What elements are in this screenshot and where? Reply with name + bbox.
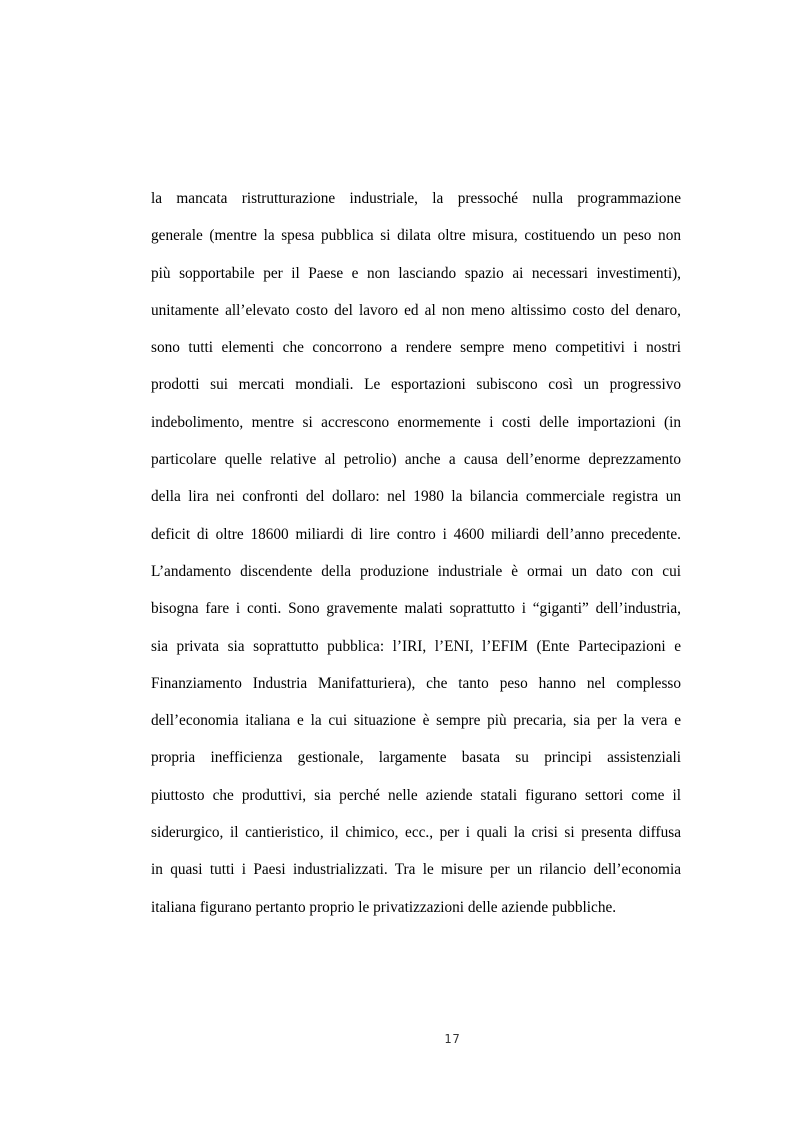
text-line: deficit di oltre 18600 miliardi di lire contro i 4600 miliardi dell’anno precedente. [151, 525, 681, 543]
text-line: generale (mentre la spesa pubblica si dilata oltre misura, costituendo un peso non [151, 227, 681, 245]
text-line: bisogna fare i conti. Sono gravemente malati soprattutto i “giganti” dell’industria, [151, 600, 681, 618]
text-line: piuttosto che produttivi, sia perché nelle aziende statali figurano settori come il [151, 786, 681, 804]
text-line: siderurgico, il cantieristico, il chimico, ecc., per i quali la crisi si presenta diffusa [151, 824, 681, 842]
text-line: più sopportabile per il Paese e non lasciando spazio ai necessari investimenti), [151, 264, 681, 282]
text-line: propria inefficienza gestionale, largamente basata su principi assistenziali [151, 749, 681, 767]
text-line: unitamente all’elevato costo del lavoro ed al non meno altissimo costo del denaro, [151, 301, 681, 319]
body-paragraph [151, 184, 681, 930]
text-line: particolare quelle relative al petrolio) anche a causa dell’enorme deprezzamento [151, 451, 681, 469]
text-line: in quasi tutti i Paesi industrializzati. Tra le misure per un rilancio dell’economia [151, 861, 681, 879]
text-line: sia privata sia soprattutto pubblica: l’IRI, l’ENI, l’EFIM (Ente Partecipazioni e [151, 637, 681, 655]
text-line: dell’economia italiana e la cui situazione è sempre più precaria, sia per la vera e [151, 712, 681, 730]
text-line: della lira nei confronti del dollaro: nel 1980 la bilancia commerciale registra un [151, 488, 681, 506]
text-line: prodotti sui mercati mondiali. Le esportazioni subiscono così un progressivo [151, 376, 681, 394]
text-line: L’andamento discendente della produzione industriale è ormai un dato con cui [151, 562, 681, 580]
text-line: sono tutti elementi che concorrono a rendere sempre meno competitivi i nostri [151, 339, 681, 357]
text-line: Finanziamento Industria Manifatturiera), che tanto peso hanno nel complesso [151, 674, 681, 692]
text-line: la mancata ristrutturazione industriale, la pressoché nulla programmazione [151, 190, 681, 207]
text-line: italiana figurano pertanto proprio le privatizzazioni delle aziende pubbliche. [151, 898, 617, 916]
text-line: indebolimento, mentre si accrescono enormemente i costi delle importazioni (in [151, 413, 681, 431]
page-number: 17 [444, 1032, 461, 1046]
